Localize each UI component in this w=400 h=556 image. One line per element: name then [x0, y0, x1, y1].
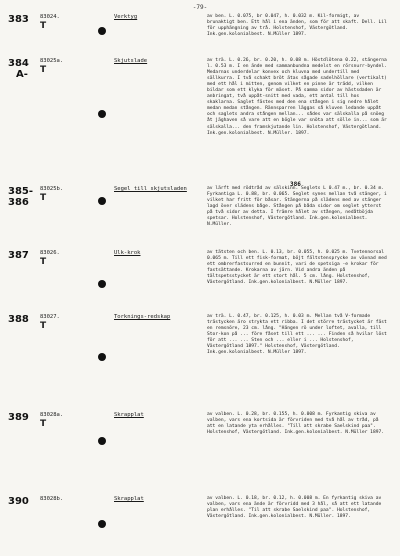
- t-mark: T: [40, 321, 47, 331]
- catalog-number-text: 83025b.: [40, 186, 64, 192]
- handwritten-number-suffix: A-: [16, 69, 28, 80]
- catalog-number: [40, 58, 63, 75]
- catalog-number-text: 83026.: [40, 250, 60, 256]
- handwritten-number-second: 386: [8, 197, 29, 208]
- entry-description: av trä. L. 0.47, br. 0.125, h. 0.03 m. Mellan två V-formade trästycken äro strykta ett ribba. I det större trästycket är fäst en remsnöre, 23 cm. lång. "Hängen rö under loftet, avalla, till Stor-kon på ... före fåset till ett ... ... Finden så hvilar löst för att ... ... Sten och ... eller i ... Holstenshof, Västergötland 1897." Holstenshof, Västergötland. Ink.gen.kolonialbest. N.Müller 1897.: [207, 314, 387, 356]
- catalog-number: [40, 250, 60, 267]
- catalog-number: [40, 412, 63, 429]
- catalog-number-text: 83028b.: [40, 496, 64, 502]
- binder-hole: [98, 280, 106, 288]
- entry-description: av ben. L. 0.075, br 0.047, h. 0.032 m. Kil-formigt, av brunaktigt ben. Ett hål i ena änden, som för att skaft. Dell. Lil för upphängning av trå. Holstenshof, Västergötland. Ink.gen.kolonialbest. N.Müller 1897.: [207, 14, 387, 38]
- binder-hole: [98, 437, 106, 445]
- entry-title: Skjutslade: [114, 58, 148, 64]
- catalog-number-text: 83028a.: [40, 412, 64, 418]
- entry-description: av valben. L. 0.28, br. 0.155, h. 0.008 m. Fyrkantig skiva av valben, vars ena kortsida är förvriden med två hål av tråd, på att en latande yta erhålles. "Till att skrabe Saelskind paa". Holstenshof, Västergötland. Ink.gen.kolonialbest. N.Müller 1897.: [207, 412, 385, 436]
- t-mark: T: [40, 257, 47, 267]
- catalog-number: [40, 496, 63, 503]
- entry-description: av tätsten och ben. L. 0.13, br. 0.055, h. 0.025 m. Tvetennorsal 0.065 m. Till ett fisk-format, böjt fältstensprycke av vävnad med ett ombrerfastsurred en bunnit, vari de spetsiga -e krokar för fastsättande. Krokarna av järn. Vid andra änden på tältspetsstycket är ett stort hål. 5 cm. lång. Holstenshof, Västergötland. Ink.gen.kolonialbest. N.Müller 1897.: [207, 250, 387, 286]
- t-mark: T: [40, 21, 47, 31]
- binder-hole: [98, 520, 106, 528]
- binder-hole: [98, 27, 106, 35]
- t-mark: T: [40, 193, 47, 203]
- handwritten-number: 383: [8, 14, 29, 25]
- entry-title: Verktyg: [114, 14, 138, 20]
- catalog-number: [40, 186, 63, 203]
- entry-title: Skrapplat: [114, 412, 144, 418]
- catalog-number-text: 83024.: [40, 14, 60, 20]
- catalog-number-text: 83027.: [40, 314, 60, 320]
- t-mark: T: [40, 65, 47, 75]
- handwritten-number: 387: [8, 250, 29, 261]
- stamp-number: 386: [290, 181, 301, 188]
- handwritten-number: 388: [8, 314, 29, 325]
- binder-hole: [98, 197, 106, 205]
- catalog-number: [40, 14, 60, 31]
- entry-title: Torknings-redskap: [114, 314, 171, 320]
- entry-title: Ulk-krok: [114, 250, 141, 256]
- handwritten-number-main: 384: [8, 58, 29, 69]
- binder-hole: [98, 110, 106, 118]
- handwritten-number: 390: [8, 496, 29, 507]
- entry-title: Segel till skjutsladen: [114, 186, 187, 192]
- handwritten-number: [8, 58, 29, 80]
- entry-title: Skrapplat: [114, 496, 144, 502]
- entry-description: av valben. L. 0.18, br. 0.12, h. 0.008 m. En fyrkantig skiva av valben, vars ena ände är förvridd med 3 hål, så att ett latande plan erhålles. "Til att skrabe Saelskind paa". Holstenshof, Västergötland. Ink.gen.kolonialbest. N.Müller. 1897.: [207, 496, 382, 520]
- handwritten-number: 389: [8, 412, 29, 423]
- t-mark: T: [40, 419, 47, 429]
- handwritten-number-main: 385-: [8, 186, 34, 197]
- handwritten-number: [8, 186, 33, 208]
- entry-description: av lärft med rödtråd av sälskinn. Seglets L 0.47 m., br. 0.34 m. Fyrkantiga L. 0.88, br. 0.065. Seglet synes mellan två stänger, i vilket har fritt för båsar. Stängerna på slädens med av stänger lagd över slädens båge. Stången på båda sidor om seglet ytterst på två sidor av detta. I främre hålet av stången, nedåtböjda spetsar. Holstenshof, Västergötland. Ink.gen.kolonialbest. N.Müller.: [207, 186, 387, 228]
- binder-hole: [98, 353, 106, 361]
- catalog-number-text: 83025a.: [40, 58, 64, 64]
- catalog-number: [40, 314, 60, 331]
- page-number: -79-: [192, 4, 208, 11]
- entry-description: av trä. L. 0.26, br. 0.20, h. 0.08 m. Höstdlötena 0.22, stängerna l. 0.53 m. I en ände med sammanbundna medelst en rörsnurr-byndel. Medarnas underdelar konvex och kluvna med undertill med sällkurra. I två schakt bröt ätas sågade sadelhöllare (vertikalt) med ett hål i mitten, genom vilket en pinne är trädd, vilken bildar som ett klyka för mäset. På samma sidor av hästsdaden är anbringat, två uppåt-snitt med vada, ett antal till hos skaklarna. Saglet fästes med den ena stången i sig nedre hålet medan medan stången. Rännsparren läggas så kluven ledande uppåt och saglets andra stången mellan... sådes var sälskalla på snöeg åt jäghaven så vare att en bögle var snöta att sölle in... som är sälskalla... den framskjutande lin. Holstenshof, Västergötland. Ink.gen.kolonialbest. N.Müller. 1897.: [207, 58, 387, 136]
